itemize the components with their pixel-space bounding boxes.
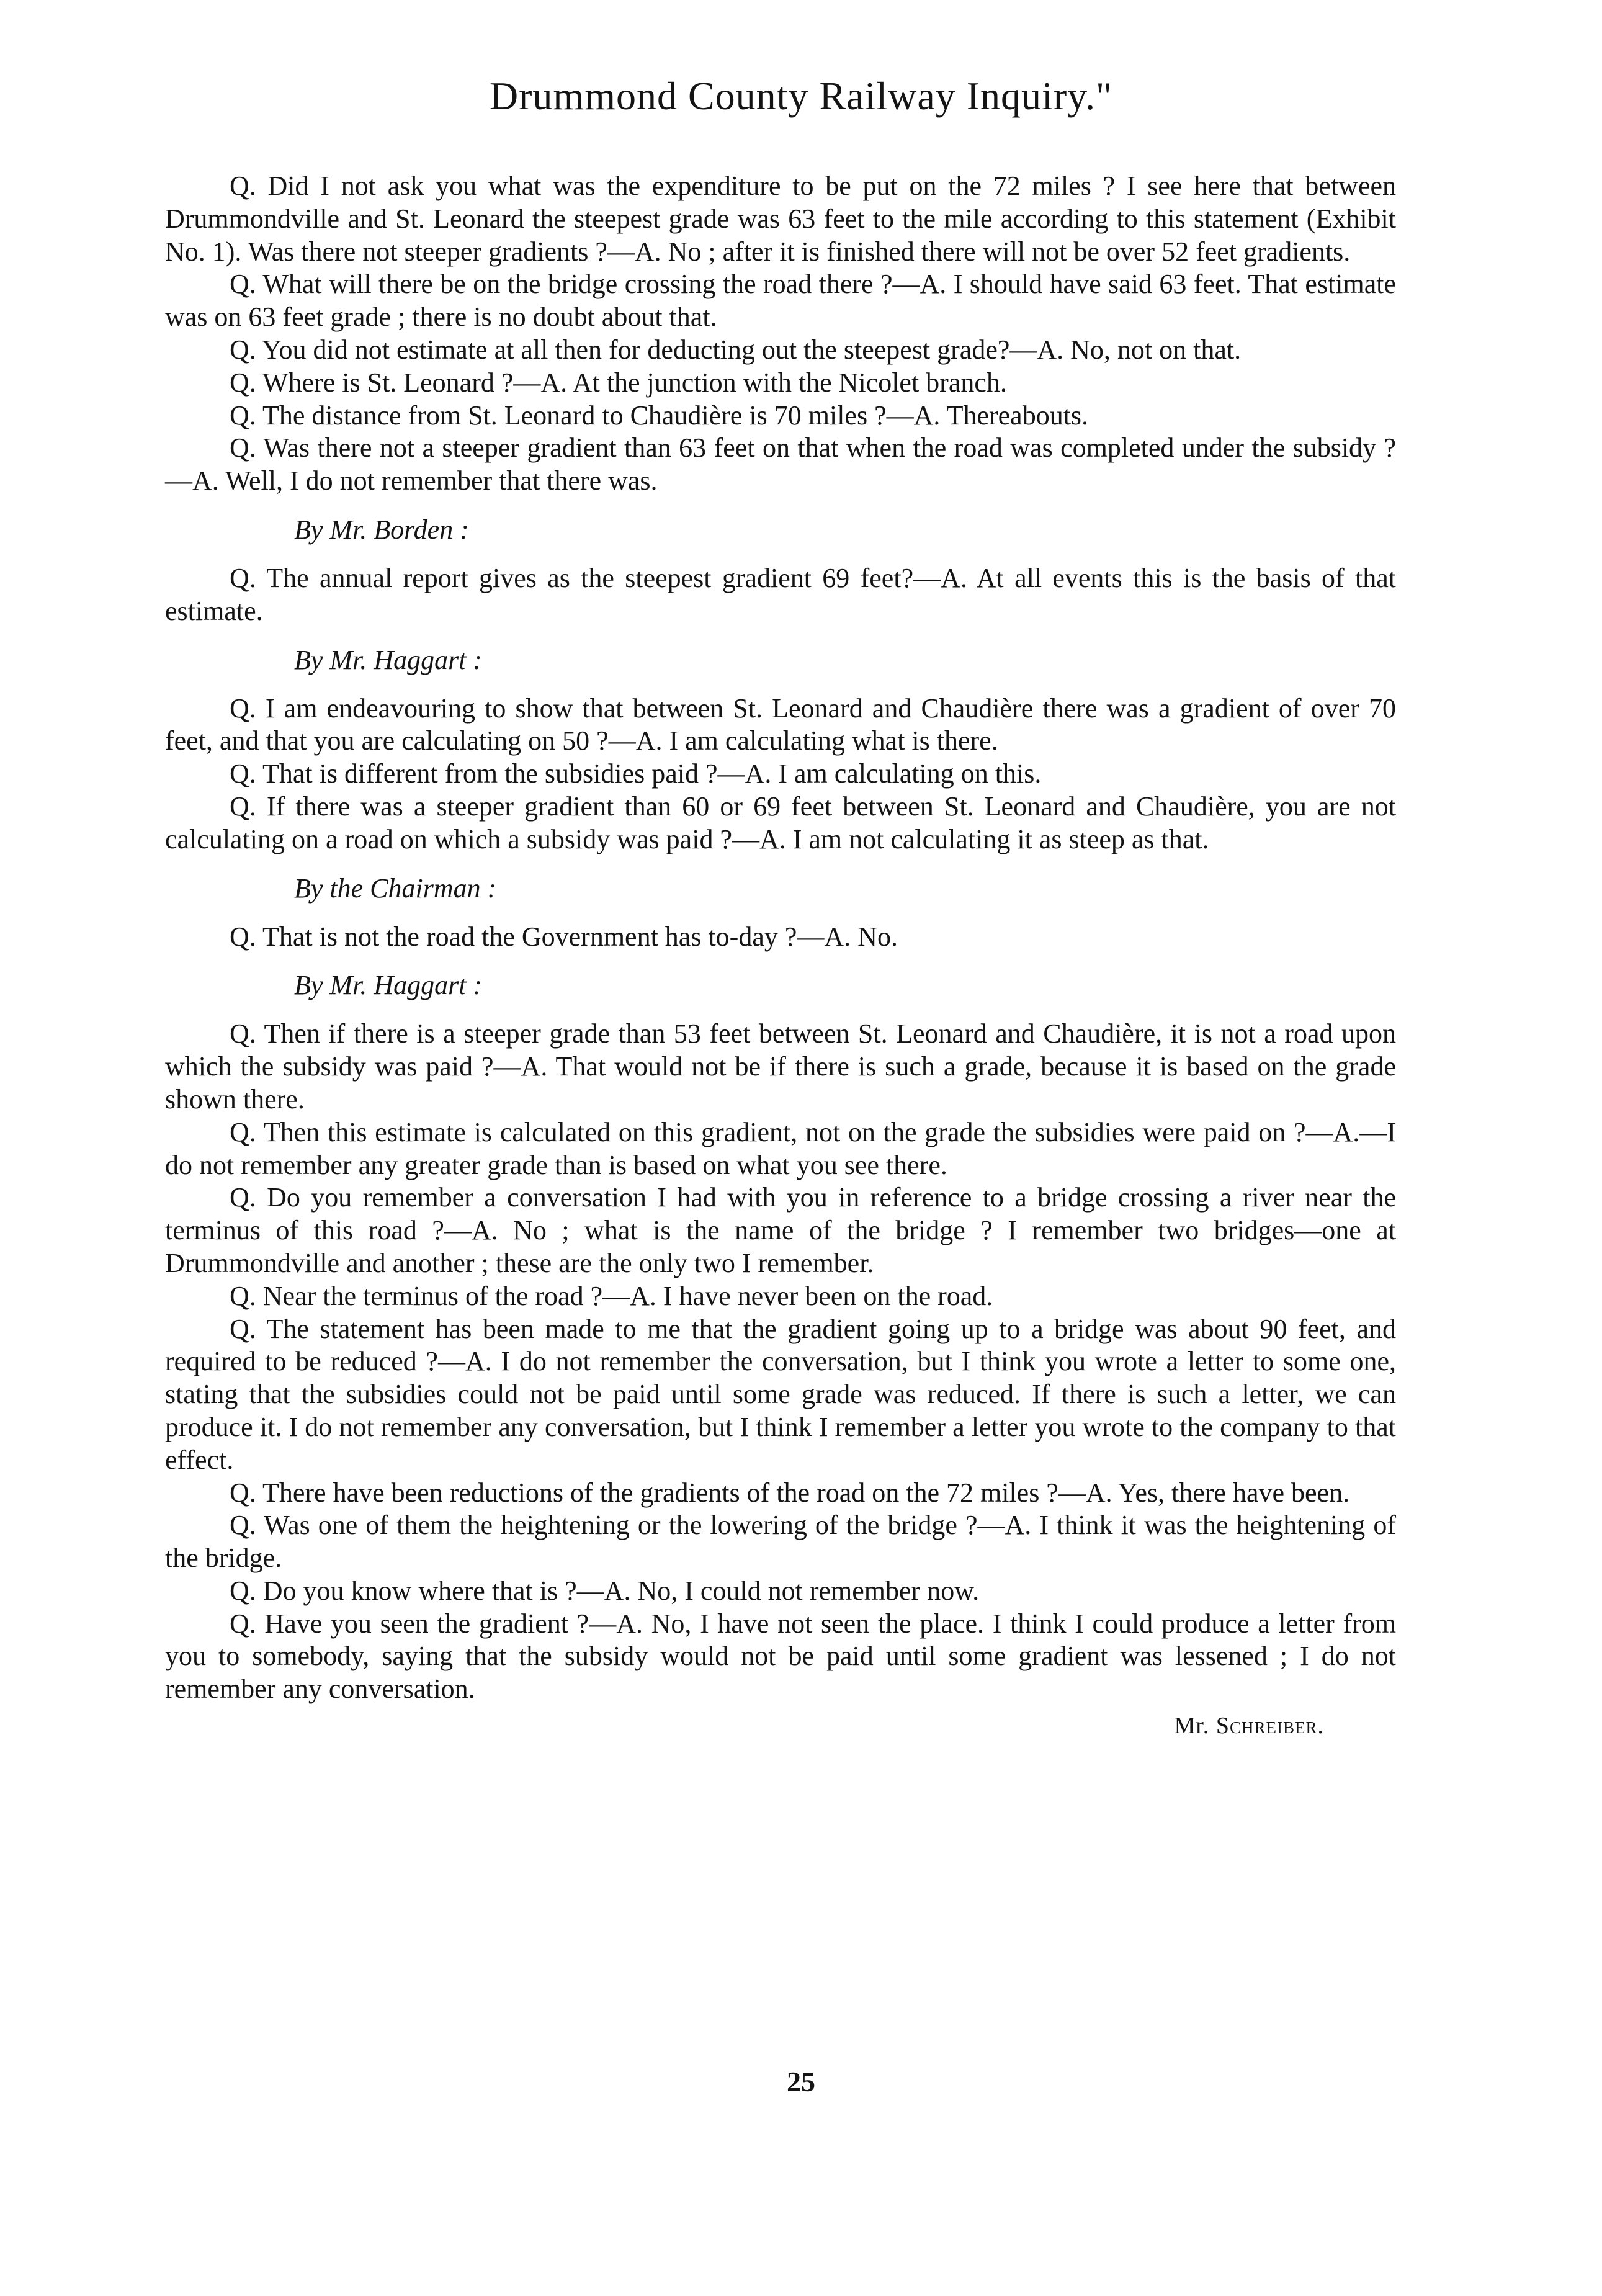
testimony-body xyxy=(165,170,1396,1742)
testimony-paragraph: Q. The distance from St. Leonard to Chaudière is 70 miles ?—A. Thereabouts. xyxy=(230,400,1089,431)
testimony-paragraph: Q. Was one of them the heightening or the lowering of the bridge ?—A. I think it was the heightening of the bridge. xyxy=(165,1510,1396,1574)
signature-name: Schreiber. xyxy=(1215,1713,1324,1739)
testimony-paragraph: Q. Have you seen the gradient ?—A. No, I have not seen the place. I think I could produce a letter from you to somebody, saying that the subsidy would not be paid until some gradient was lessened ; I do not remember any conversation. xyxy=(165,1608,1396,1705)
testimony-paragraph: Q. The annual report gives as the steepest gradient 69 feet?—A. At all events this is the basis of that estimate. xyxy=(165,562,1396,626)
witness-signature xyxy=(165,1710,1396,1742)
testimony-paragraph: Q. What will there be on the bridge crossing the road there ?—A. I should have said 63 feet. That estimate was on 63 feet grade ; there is no doubt about that. xyxy=(165,269,1396,333)
testimony-paragraph: Q. That is not the road the Government has to-day ?—A. No. xyxy=(230,921,898,952)
testimony-paragraph: Q. Near the terminus of the road ?—A. I have never been on the road. xyxy=(230,1280,993,1311)
page-number: 25 xyxy=(787,2066,815,2097)
testimony-paragraph: Q. Did I not ask you what was the expenditure to be put on the 72 miles ? I see here that between Drummondville and St. Leonard the steepest grade was 63 feet to the mile according to this statement (Exhibit No. 1). Was there not steeper gradients ?—A. No ; after it is finished there will not be over 52 feet gradients. xyxy=(165,171,1396,267)
testimony-paragraph: Q. Then if there is a steeper grade than 53 feet between St. Leonard and Chaudière, it is not a road upon which the subsidy was paid ?—A. That would not be if there is such a grade, because it is based on the grade shown there. xyxy=(165,1018,1396,1114)
testimony-paragraph: Q. If there was a steeper gradient than 60 or 69 feet between St. Leonard and Chaudière, you are not calculating on a road on which a subsidy was paid ?—A. I am not calculating it as steep as that. xyxy=(165,791,1396,854)
testimony-paragraph: Q. I am endeavouring to show that between St. Leonard and Chaudière there was a gradient of over 70 feet, and that you are calculating on 50 ?—A. I am calculating what is there. xyxy=(165,693,1396,756)
signature-prefix: Mr. xyxy=(1174,1713,1216,1739)
testimony-paragraph: Q. That is different from the subsidies paid ?—A. I am calculating on this. xyxy=(230,758,1042,789)
speaker-heading: By Mr. Haggart : xyxy=(294,970,483,1001)
speaker-heading: By the Chairman : xyxy=(294,872,497,904)
testimony-paragraph: Q. You did not estimate at all then for deducting out the steepest grade?—A. No, not on that. xyxy=(230,334,1242,365)
testimony-paragraph: Q. Do you remember a conversation I had with you in reference to a bridge crossing a river near the terminus of this road ?—A. No ; what is the name of the bridge ? I remember two bridges—one at Drummondville and another ; these are the only two I remember. xyxy=(165,1182,1396,1278)
testimony-paragraph: Q. Then this estimate is calculated on this gradient, not on the grade the subsidies were paid on ?—A.—I do not remember any greater grade than is based on what you see there. xyxy=(165,1116,1396,1180)
speaker-heading: By Mr. Borden : xyxy=(294,514,469,545)
testimony-paragraph: Q. The statement has been made to me that the gradient going up to a bridge was about 90 feet, and required to be reduced ?—A. I do not remember the conversation, but I think you wrote a letter to some one, stating that the subsidies could not be paid until some grade was reduced. If there is such a letter, we can produce it. I do not remember any conversation, but I think I remember a letter you wrote to the company to that effect. xyxy=(165,1313,1396,1475)
testimony-paragraph: Q. Was there not a steeper gradient than 63 feet on that when the road was completed under the subsidy ?—A. Well, I do not remember that there was. xyxy=(165,433,1396,496)
running-header: Drummond County Railway Inquiry." xyxy=(489,74,1113,118)
testimony-paragraph: Q. Where is St. Leonard ?—A. At the junction with the Nicolet branch. xyxy=(230,367,1007,398)
speaker-heading: By Mr. Haggart : xyxy=(294,644,483,675)
testimony-paragraph: Q. There have been reductions of the gradients of the road on the 72 miles ?—A. Yes, there have been. xyxy=(230,1477,1350,1508)
testimony-paragraph: Q. Do you know where that is ?—A. No, I could not remember now. xyxy=(230,1575,980,1606)
